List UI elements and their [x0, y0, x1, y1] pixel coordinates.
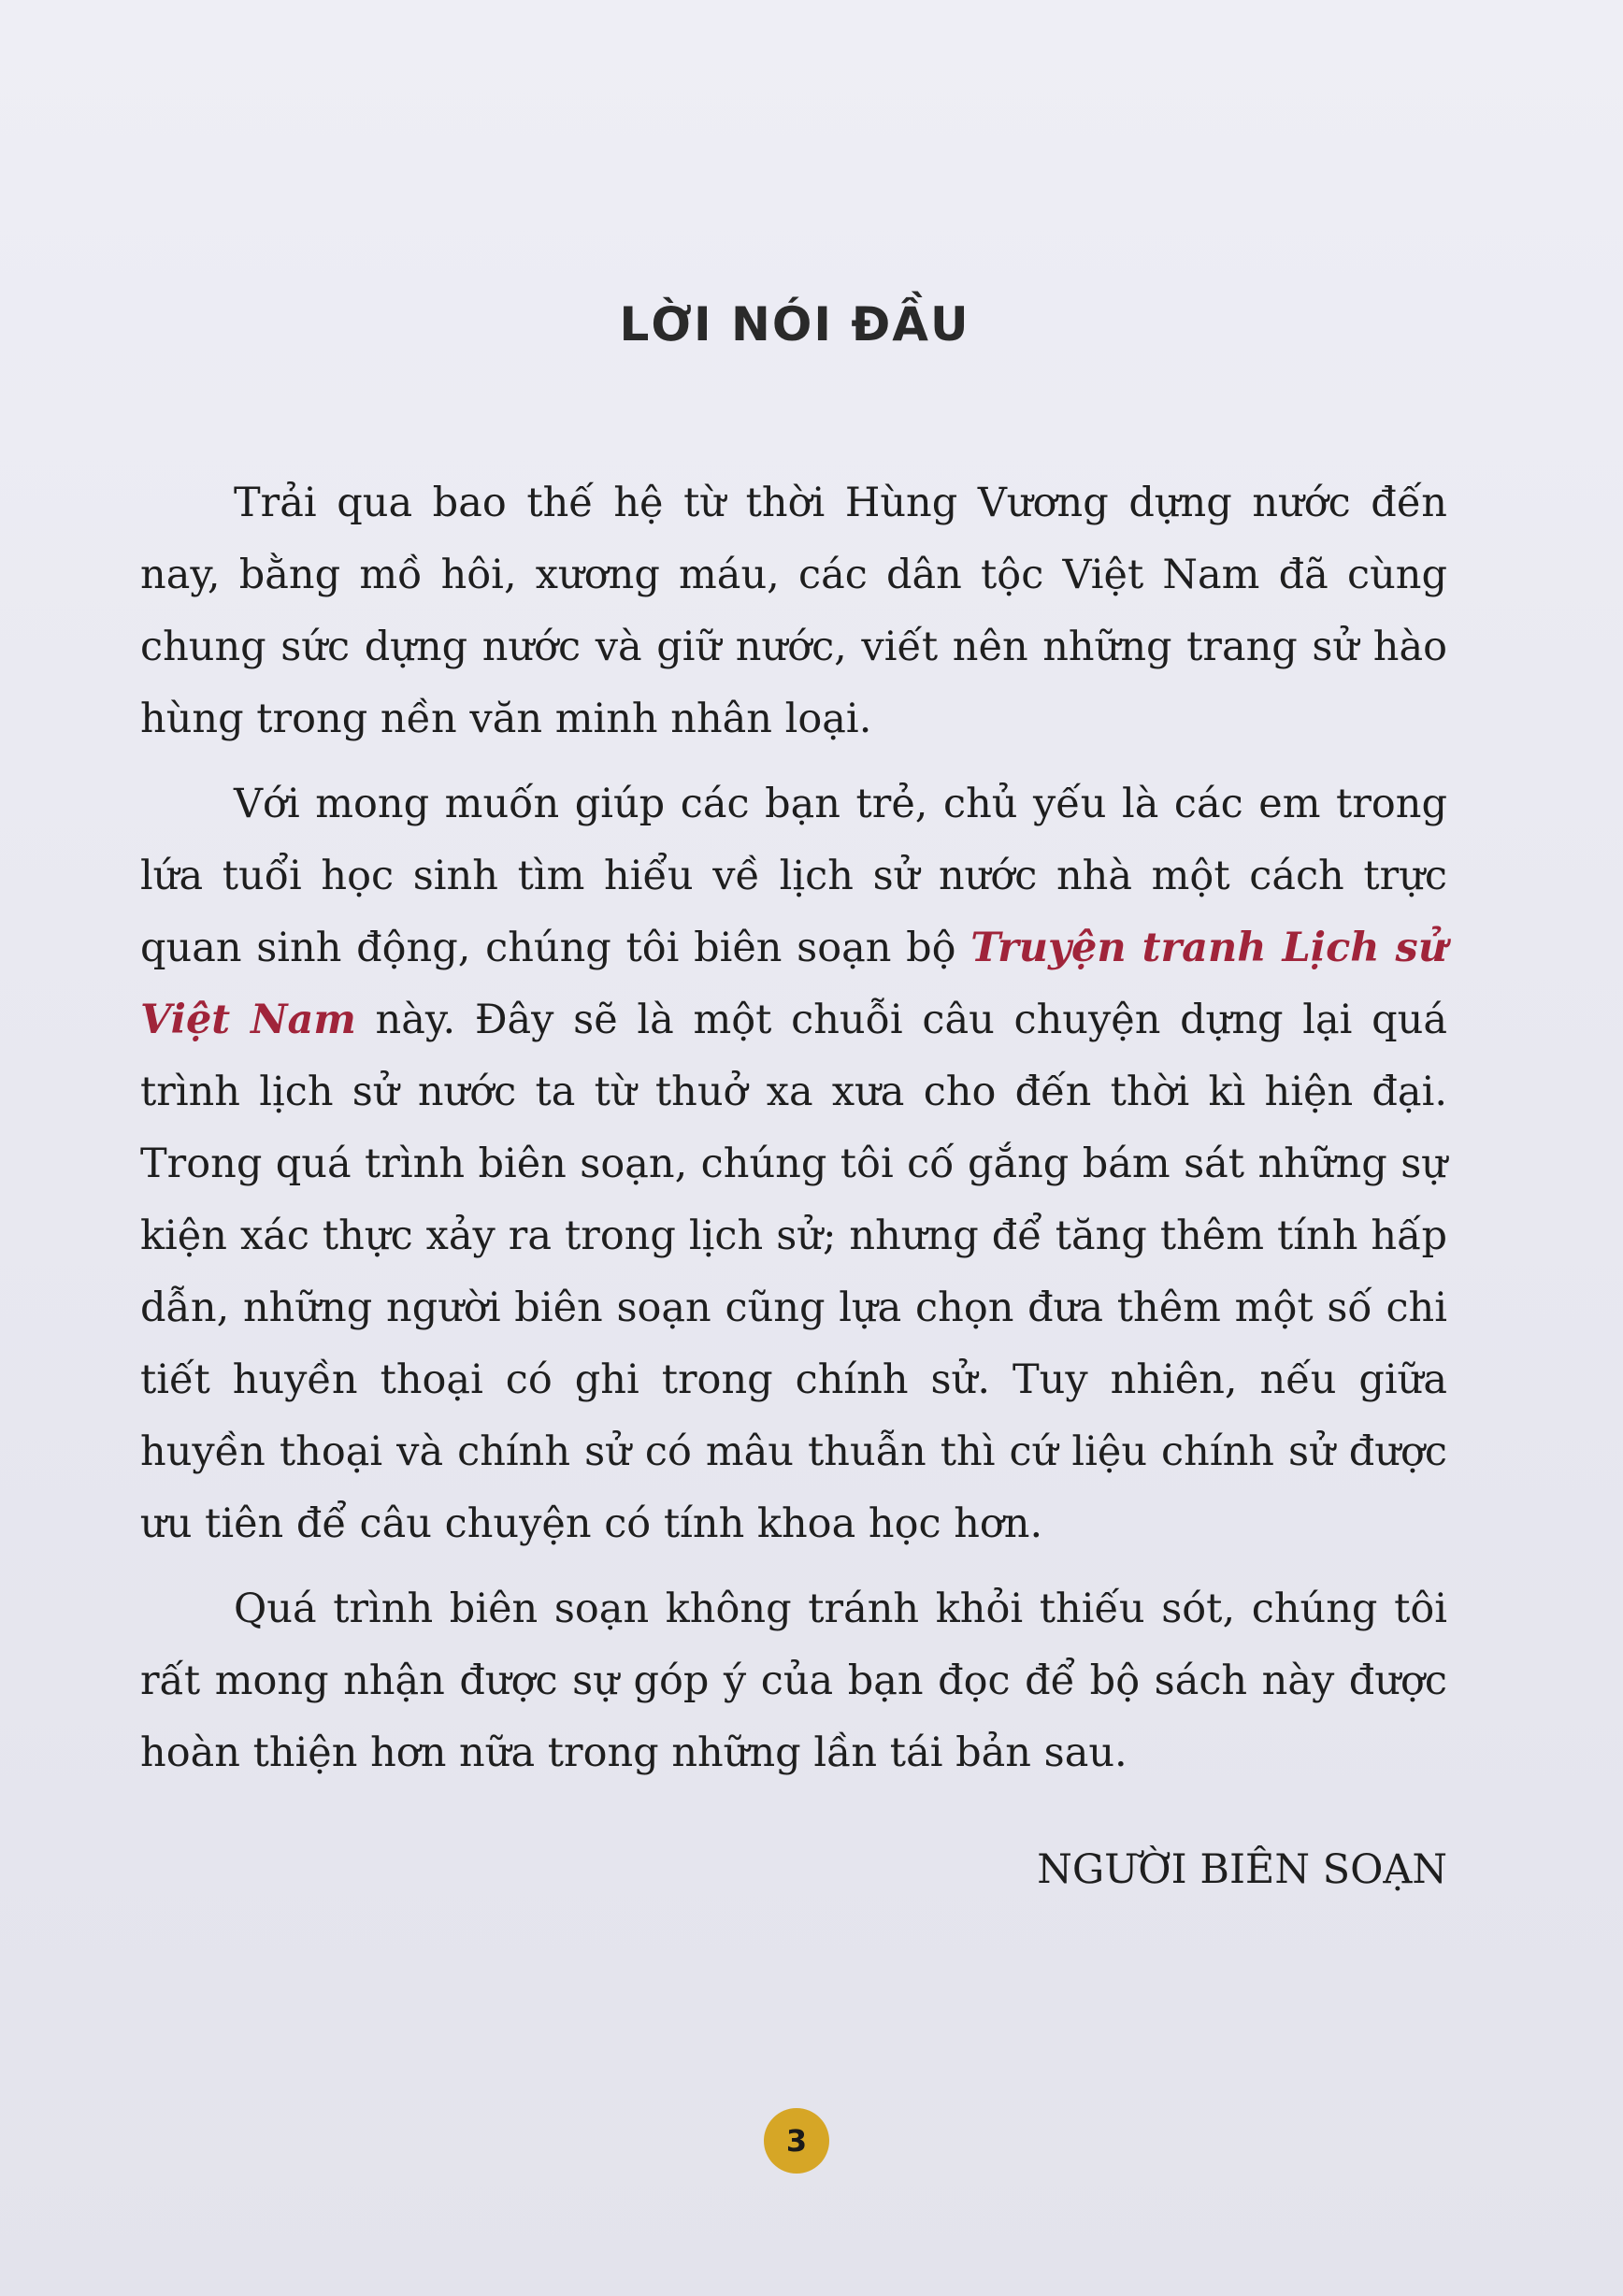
author-signature: NGƯỜI BIÊN SOẠN [1037, 1846, 1447, 1893]
paragraph-2 [140, 768, 1447, 1560]
paragraph-2-intro: Với mong muốn giúp các bạn trẻ, chủ yếu là các em trong lứa tuổi học sinh tìm hiểu về lịch sử nước nhà một cách trực quan sinh động, chúng tôi biên soạn bộ [140, 781, 1447, 971]
preface-body [140, 467, 1447, 1802]
paragraph-2-rest: này. Đây sẽ là một chuỗi câu chuyện dựng lại quá trình lịch sử nước ta từ thuở xa xưa cho đến thời kì hiện đại. Trong quá trình biên soạn, chúng tôi cố gắng bám sát những sự kiện xác thực xảy ra trong lịch sử; nhưng để tăng thêm tính hấp dẫn, những người biên soạn cũng lựa chọn đưa thêm một số chi tiết huyền thoại có ghi trong chính sử. Tuy nhiên, nếu giữa huyền thoại và chính sử có mâu thuẫn thì cứ liệu chính sử được ưu tiên để câu chuyện có tính khoa học hơn. [140, 997, 1447, 1547]
page-number-badge: 3 [764, 2108, 829, 2174]
paragraph-1: Trải qua bao thế hệ từ thời Hùng Vương dựng nước đến nay, bằng mồ hôi, xương máu, các dân tộc Việt Nam đã cùng chung sức dựng nước và giữ nước, viết nên những trang sử hào hùng trong nền văn minh nhân loại. [140, 480, 1447, 742]
book-series-title: Truyện tranh Lịch sử Việt Nam [140, 925, 1447, 1043]
paragraph-3: Quá trình biên soạn không tránh khỏi thiếu sót, chúng tôi rất mong nhận được sự góp ý của bạn đọc để bộ sách này được hoàn thiện hơn nữa trong những lần tái bản sau. [140, 1586, 1447, 1776]
page-title: LỜI NÓI ĐẦU [619, 297, 970, 352]
